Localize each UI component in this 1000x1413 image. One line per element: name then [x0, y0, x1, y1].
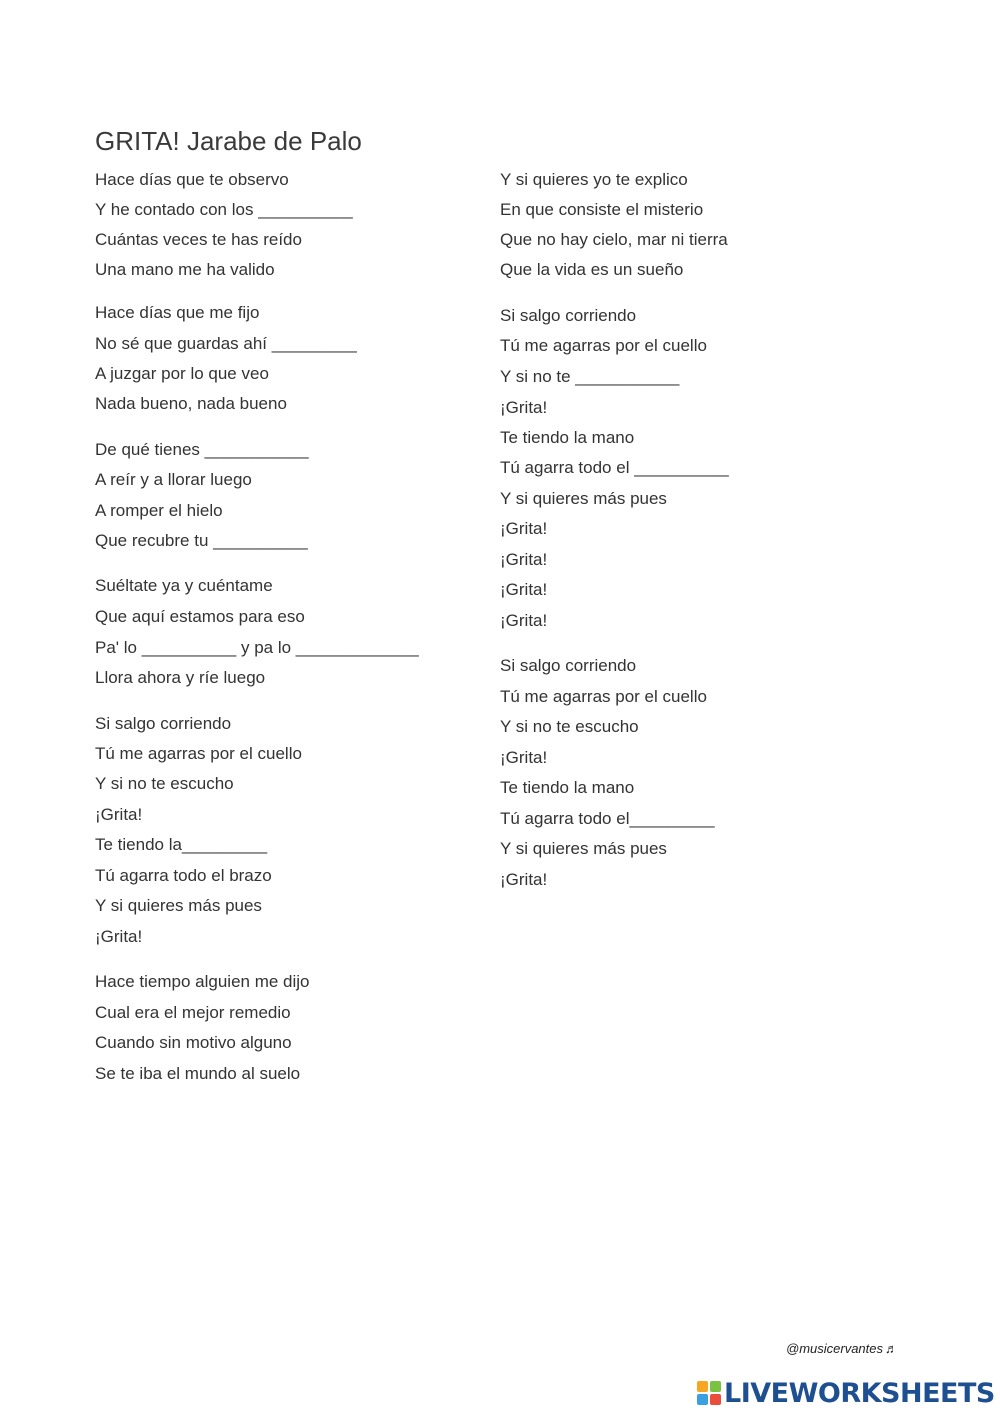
- lyric-line: Tú agarra todo el __________: [500, 458, 729, 477]
- liveworksheets-logo-icon: [697, 1381, 721, 1405]
- lyric-line: ¡Grita!: [500, 519, 548, 538]
- lyric-line: ¡Grita!: [500, 580, 548, 599]
- lyric-line: Se te iba el mundo al suelo: [95, 1064, 301, 1083]
- lyric-line: Te tiendo la mano: [500, 778, 635, 797]
- lyric-line: Y si quieres más pues: [500, 839, 667, 858]
- lyric-line: Hace días que te observo: [95, 170, 289, 189]
- lyric-line: A romper el hielo: [95, 501, 223, 520]
- lyric-line: ¡Grita!: [95, 805, 143, 824]
- lyric-line: Tú agarra todo el brazo: [95, 866, 272, 885]
- logo-square: [697, 1394, 708, 1405]
- lyric-line: ¡Grita!: [95, 927, 143, 946]
- lyric-line: Tú me agarras por el cuello: [500, 687, 707, 706]
- lyric-line: Y si no te ___________: [500, 367, 680, 386]
- lyric-line: ¡Grita!: [500, 748, 548, 767]
- lyric-line: Tú me agarras por el cuello: [500, 336, 707, 355]
- lyric-line: Cuántas veces te has reído: [95, 230, 302, 249]
- lyric-line: Tú agarra todo el_________: [500, 809, 715, 828]
- lyric-line: ¡Grita!: [500, 611, 548, 630]
- logo-square: [710, 1381, 721, 1392]
- lyric-line: Llora ahora y ríe luego: [95, 668, 266, 687]
- lyric-line: Que aquí estamos para eso: [95, 607, 305, 626]
- lyric-line: Hace tiempo alguien me dijo: [95, 972, 310, 991]
- lyric-line: Una mano me ha valido: [95, 260, 275, 279]
- credit-text: @musicervantes: [786, 1341, 884, 1356]
- lyric-line: Nada bueno, nada bueno: [95, 394, 287, 413]
- brand-name: LIVEWORKSHEETS: [724, 1377, 995, 1409]
- lyric-line: Cuando sin motivo alguno: [95, 1033, 292, 1052]
- lyric-line: Si salgo corriendo: [500, 306, 637, 325]
- lyric-line: Tú me agarras por el cuello: [95, 744, 302, 763]
- lyric-line: ¡Grita!: [500, 870, 548, 889]
- lyric-line: Hace días que me fijo: [95, 303, 260, 322]
- lyric-line: En que consiste el misterio: [500, 200, 704, 219]
- lyric-line: Que recubre tu __________: [95, 531, 308, 550]
- liveworksheets-brand[interactable]: [697, 1378, 995, 1408]
- lyric-line: Y si no te escucho: [500, 717, 639, 736]
- logo-square: [697, 1381, 708, 1392]
- lyric-line: Que la vida es un sueño: [500, 260, 684, 279]
- lyric-line: Te tiendo la_________: [95, 835, 268, 854]
- lyric-line: Que no hay cielo, mar ni tierra: [500, 230, 728, 249]
- lyric-line: No sé que guardas ahí _________: [95, 334, 357, 353]
- lyric-line: De qué tienes ___________: [95, 440, 309, 459]
- lyric-line: Si salgo corriendo: [95, 714, 232, 733]
- music-note-icon: ♬: [885, 1341, 899, 1356]
- lyric-line: Pa' lo __________ y pa lo _____________: [95, 638, 419, 657]
- lyric-line: Y si no te escucho: [95, 774, 234, 793]
- page-title: GRITA! Jarabe de Palo: [95, 126, 362, 156]
- lyric-line: Suéltate ya y cuéntame: [95, 576, 273, 595]
- logo-square: [710, 1394, 721, 1405]
- lyric-line: ¡Grita!: [500, 398, 548, 417]
- author-credit: [786, 1341, 898, 1356]
- lyric-line: Y he contado con los __________: [95, 200, 353, 219]
- lyric-line: Cual era el mejor remedio: [95, 1003, 291, 1022]
- lyric-line: Si salgo corriendo: [500, 656, 637, 675]
- lyric-line: A juzgar por lo que veo: [95, 364, 269, 383]
- lyric-line: Y si quieres más pues: [95, 896, 262, 915]
- lyric-line: Te tiendo la mano: [500, 428, 635, 447]
- lyric-line: Y si quieres más pues: [500, 489, 667, 508]
- lyric-line: Y si quieres yo te explico: [500, 170, 688, 189]
- lyric-line: A reír y a llorar luego: [95, 470, 252, 489]
- lyric-line: ¡Grita!: [500, 550, 548, 569]
